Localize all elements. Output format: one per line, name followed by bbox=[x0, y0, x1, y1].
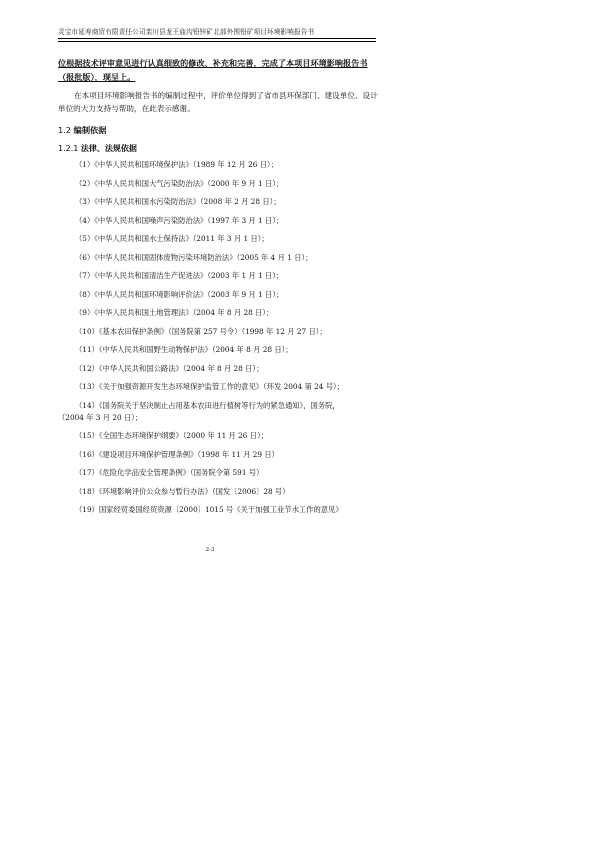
subsection-number: 1.2.1 bbox=[58, 144, 79, 153]
law-item: （9）《中华人民共和国土地管理法》（2004 年 8 月 28 日）； bbox=[75, 308, 274, 317]
law-item-14 bbox=[58, 401, 378, 423]
law-item: （6）《中华人民共和国固体废物污染环境防治法》（2005 年 4 月 1 日）； bbox=[75, 252, 313, 262]
section-number: 1.2 bbox=[58, 125, 72, 135]
law-item-14-line2: （2004 年 3 月 20 日）； bbox=[58, 412, 143, 422]
subsection-title: 法律、法规依据 bbox=[80, 144, 137, 153]
law-item: （17）《危险化学品安全管理条例》（国务院令第 591 号） bbox=[75, 468, 264, 477]
law-item: （11）《中华人民共和国野生动物保护法》（2004 年 8 月 28 日）； bbox=[75, 345, 293, 354]
law-item: （18）《环境影响评价公众参与暂行办法》（国发〔2006〕28 号） bbox=[75, 486, 290, 496]
law-item: （4）《中华人民共和国噪声污染防治法》（1997 年 3 月 1 日）； bbox=[75, 215, 284, 225]
law-item: （7）《中华人民共和国清洁生产促进法》（2003 年 1 月 1 日）； bbox=[75, 271, 284, 280]
law-item: （1）《中华人民共和国环境保护法》（1989 年 12 月 26 日）； bbox=[75, 160, 278, 169]
body-content bbox=[58, 56, 378, 524]
acknowledgement-paragraph: 在本项目环境影响报告书的编制过程中，评价单位得到了省市县环保部门、建设单位、设计单位的大力支持与帮助，在此表示感谢。 bbox=[58, 91, 378, 113]
law-item: （19）国家经贸委国经贸资源〔2000〕1015 号《关于加强工业节水工作的意见》 bbox=[75, 505, 343, 514]
law-item: （2）《中华人民共和国大气污染防治法》（2000 年 9 月 1 日）； bbox=[75, 178, 284, 188]
law-item: （12）《中华人民共和国公路法》（2004 年 8 月 28 日）； bbox=[75, 363, 264, 373]
law-item: （16）《建设项目环境保护管理条例》（1998 年 11 月 29 日） bbox=[75, 449, 279, 459]
running-header: 灵宝市延寿商贸有限责任公司栾川县龙王庙沟铅锌矿北部外围铅矿项目环境影响报告书 bbox=[58, 28, 315, 36]
law-item: （10）《基本农田保护条例》（国务院第 257 号令）（1998 年 12 月 27 日）； bbox=[75, 326, 327, 336]
section-heading-1-2-1 bbox=[58, 143, 378, 155]
law-item: （8）《中华人民共和国环境影响评价法》（2003 年 9 月 1 日）； bbox=[75, 289, 284, 299]
header-rule-thin bbox=[58, 41, 376, 42]
page-number: 2-3 bbox=[205, 547, 215, 553]
law-item-14-line1: （14）《国务院关于坚决制止占用基本农田进行植树等行为的紧急通知》，国务院， bbox=[75, 400, 340, 410]
intro-bold-statement: 位根据技术评审意见进行认真细致的修改、补充和完善，完成了本项目环境影响报告书（报批版），现呈上。 bbox=[58, 58, 368, 82]
law-item: （5）《中华人民共和国水土保持法》（2011 年 3 月 1 日）； bbox=[75, 234, 269, 243]
header-rule-thick bbox=[58, 38, 376, 39]
law-item: （3）《中华人民共和国水污染防治法》（2008 年 2 月 28 日）； bbox=[75, 197, 281, 206]
section-heading-1-2 bbox=[58, 124, 378, 136]
section-title: 编制依据 bbox=[73, 125, 107, 135]
law-list bbox=[58, 160, 378, 515]
law-item: （13）《关于加强资源开发生态环境保护监管工作的意见》（环发 2004 第 24 号）； bbox=[75, 382, 344, 391]
law-item: （15）《全国生态环境保护纲要》（2000 年 11 月 26 日）； bbox=[75, 431, 269, 440]
